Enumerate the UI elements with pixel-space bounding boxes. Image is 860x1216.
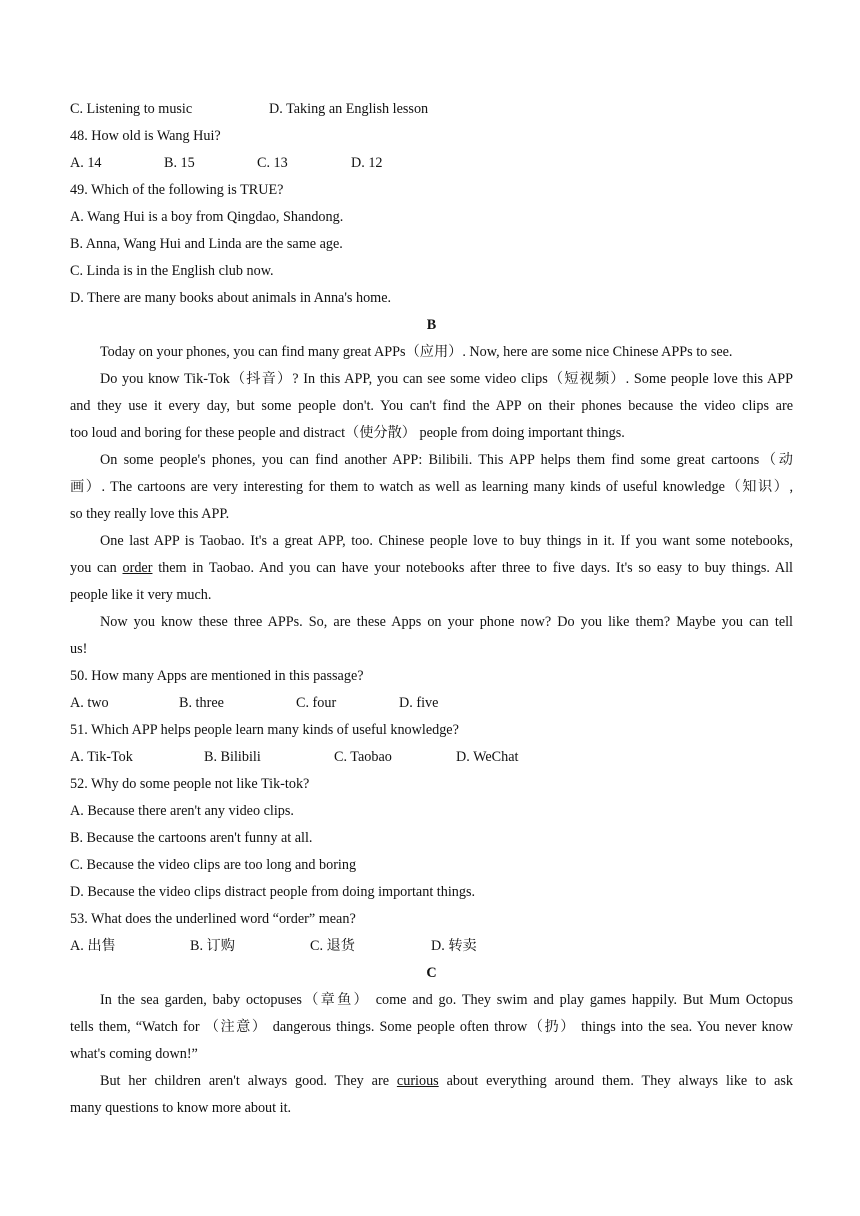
passage-b-paragraph-5-line-1: Now you know these three APPs. So, are these Apps on your phone now? Do you like them? Maybe you can tell — [100, 614, 793, 630]
option-c: C. Taobao — [334, 749, 392, 765]
passage-b-paragraph-5-line-2: us! — [70, 641, 88, 657]
question-52-option-c: C. Because the video clips are too long and boring — [70, 857, 357, 873]
text-segment: But her children aren't always good. They are — [100, 1073, 397, 1089]
question-52: 52. Why do some people not like Tik-tok? — [70, 776, 310, 792]
question-49: 49. Which of the following is TRUE? — [70, 182, 284, 198]
passage-c-paragraph-1-line-3: what's coming down!” — [70, 1046, 198, 1062]
passage-b-paragraph-3-line-1: On some people's phones, you can find another APP: Bilibili. This APP helps them find some great cartoons（动 — [100, 452, 793, 468]
option-a: A. two — [70, 695, 109, 711]
option-c: C. 退货 — [310, 938, 355, 954]
question-50-options — [70, 690, 793, 717]
passage-b-paragraph-2-line-1: Do you know Tik-Tok（抖音）? In this APP, you can see some video clips（短视频）. Some people love this APP — [100, 371, 793, 387]
passage-c-paragraph-2-line-2: many questions to know more about it. — [70, 1100, 292, 1116]
text-segment: them in Taobao. And you can have your notebooks after three to five days. It's so easy to buy things. All — [152, 560, 793, 576]
question-52-option-b: B. Because the cartoons aren't funny at all. — [70, 830, 313, 846]
question-49-option-c: C. Linda is in the English club now. — [70, 263, 274, 279]
passage-b-paragraph-4-line-2 — [70, 555, 793, 582]
question-52-option-a: A. Because there aren't any video clips. — [70, 803, 294, 819]
question-51: 51. Which APP helps people learn many kinds of useful knowledge? — [70, 722, 459, 738]
question-52-option-d: D. Because the video clips distract people from doing important things. — [70, 884, 476, 900]
option-c: C. 13 — [257, 155, 288, 171]
passage-c-paragraph-1-line-1: In the sea garden, baby octopuses（章鱼） come and go. They swim and play games happily. But Mum Octopus — [100, 992, 793, 1008]
passage-b-paragraph-2-line-2: and they use it every day, but some people don't. You can't find the APP on their phones because the video clips are — [70, 398, 793, 414]
underlined-word-order: order — [122, 560, 153, 576]
question-48: 48. How old is Wang Hui? — [70, 128, 221, 144]
passage-b-paragraph-2-line-3: too loud and boring for these people and distract（使分散） people from doing important things. — [70, 425, 625, 441]
option-c: C. four — [296, 695, 337, 711]
option-d: D. WeChat — [456, 749, 519, 765]
passage-b-paragraph-3-line-3: so they really love this APP. — [70, 506, 230, 522]
question-53-options — [70, 933, 793, 960]
text-segment: about everything around them. They always like to ask — [438, 1073, 793, 1089]
option-b: B. 15 — [164, 155, 195, 171]
option-d: D. 转卖 — [431, 938, 477, 954]
option-b: B. Bilibili — [204, 749, 261, 765]
option-a: A. Tik-Tok — [70, 749, 133, 765]
option-c: C. Listening to music — [70, 101, 193, 117]
passage-b-paragraph-4-line-1: One last APP is Taobao. It's a great APP, too. Chinese people love to buy things in it. If you want some notebooks, — [100, 533, 793, 549]
document-page — [70, 96, 793, 1122]
option-a: A. 出售 — [70, 938, 116, 954]
passage-b-heading: B — [426, 317, 437, 333]
passage-c-paragraph-2-line-1 — [70, 1068, 793, 1095]
passage-c-paragraph-1-line-2: tells them, “Watch for （注意） dangerous things. Some people often throw（扔） things into the sea. You never know — [70, 1019, 793, 1035]
option-b: B. 订购 — [190, 938, 235, 954]
question-49-option-b: B. Anna, Wang Hui and Linda are the same age. — [70, 236, 343, 252]
text-segment: you can — [70, 560, 123, 576]
question-49-option-d: D. There are many books about animals in Anna's home. — [70, 290, 392, 306]
passage-b-paragraph-1: Today on your phones, you can find many great APPs（应用）. Now, here are some nice Chinese APPs to see. — [100, 344, 733, 360]
underlined-word-curious: curious — [396, 1073, 439, 1089]
question-51-options — [70, 744, 793, 771]
question-50: 50. How many Apps are mentioned in this passage? — [70, 668, 364, 684]
passage-b-paragraph-4-line-3: people like it very much. — [70, 587, 212, 603]
option-b: B. three — [179, 695, 224, 711]
passage-c-heading: C — [426, 965, 437, 981]
question-53: 53. What does the underlined word “order” mean? — [70, 911, 356, 927]
question-49-option-a: A. Wang Hui is a boy from Qingdao, Shandong. — [70, 209, 344, 225]
question-47-options — [70, 96, 793, 123]
option-a: A. 14 — [70, 155, 102, 171]
option-d: D. Taking an English lesson — [269, 101, 429, 117]
option-d: D. 12 — [351, 155, 383, 171]
option-d: D. five — [399, 695, 439, 711]
passage-b-paragraph-3-line-2: 画）. The cartoons are very interesting for them to watch as well as learning many kinds of useful knowledge（知识）, — [70, 479, 793, 495]
question-48-options — [70, 150, 793, 177]
